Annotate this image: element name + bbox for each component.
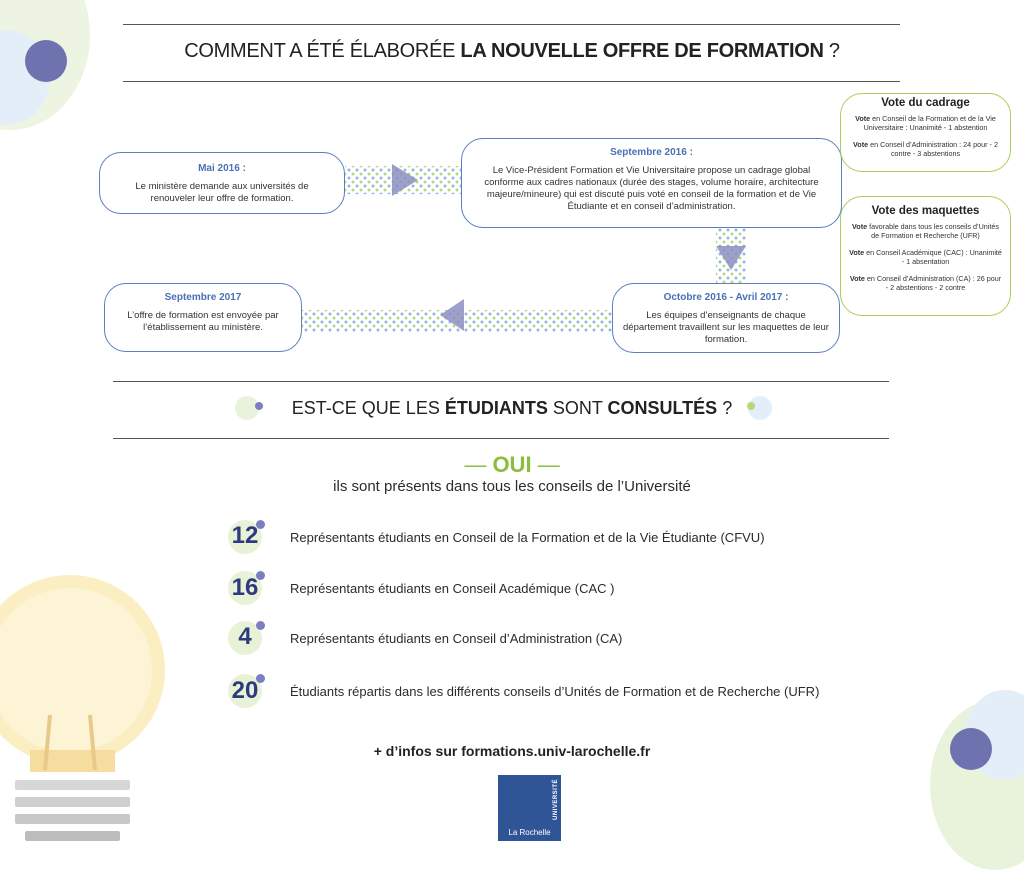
arrow-right-icon [392,164,418,201]
lightbulb-icon [0,575,185,855]
stat-label: Représentants étudiants en Conseil d’Administration (CA) [290,631,623,646]
page-title: COMMENT A ÉTÉ ÉLABORÉE LA NOUVELLE OFFRE DE FORMATION ? [184,40,840,62]
question-top-rule [113,381,889,382]
vote-cadrage-item: Vote en Conseil d’Administration : 24 pour - 2 contre - 3 abstentions [853,140,998,158]
vote-cadrage-title: Vote du cadrage [881,97,970,109]
vote-maquettes-box [840,196,1011,316]
question-bubble-right-dot [747,402,755,410]
stat-label: Représentants étudiants en Conseil de la Formation et de la Vie Étudiante (CFVU) [290,530,765,545]
step-septembre-2017 [104,283,302,352]
university-logo [498,775,561,841]
step-text: Les équipes d’enseignants de chaque département travaillent sur les maquettes de leur formation. [623,310,829,345]
vote-cadrage-box [840,93,1011,172]
stat-label: Représentants étudiants en Conseil Académique (CAC ) [290,581,615,596]
answer-subtitle: ils sont présents dans tous les conseils de l’Université [333,478,691,495]
logo-vertical-text: UNIVERSITÉ [553,779,559,821]
logo-name: La Rochelle [508,828,551,837]
step-title: Septembre 2016 : [610,147,693,158]
question-bottom-rule [113,438,889,439]
stat-number: 12 [231,522,259,549]
vote-maquettes-item: Vote favorable dans tous les conseils d’Unités de Formation et Recherche (UFR) [852,222,999,240]
vote-maquettes-item: Vote en Conseil Académique (CAC) : Unanimité - 1 absentation [849,248,1002,266]
step-text: L’offre de formation est envoyée par l’établissement au ministère. [127,310,279,333]
stat-number: 20 [231,677,259,704]
step-text: Le Vice-Président Formation et Vie Universitaire propose un cadrage global conforme aux cadres nationaux (durée des stages, volume horaire, architecture majeure/mineure) qui est discuté puis voté en conseil de la formation et de Vie Étudiante et en conseil d’administration. [484,165,819,212]
step-septembre-2016 [461,138,842,228]
title-top-rule [123,24,900,25]
vote-maquettes-title: Vote des maquettes [871,205,980,217]
stat-number: 16 [231,574,259,601]
arrow-down-icon [716,246,746,275]
arrow-left-icon [440,299,464,336]
step-mai-2016 [99,152,345,214]
step-octobre-2016-avril-2017 [612,283,840,353]
more-info-text: + d’infos sur formations.univ-larochelle.fr [373,743,651,759]
title-bottom-rule [123,81,900,82]
step-title: Octobre 2016 - Avril 2017 : [663,292,789,303]
step-text: Le ministère demande aux universités de renouveler leur offre de formation. [135,181,309,204]
question-title: EST-CE QUE LES ÉTUDIANTS SONT CONSULTÉS ? [291,398,733,418]
answer-oui: — OUI — [464,452,560,477]
step-title: Septembre 2017 [164,292,242,303]
vote-cadrage-item: Vote en Conseil de la Formation et de la Vie Universitaire : Unanimité - 1 abstention [855,114,996,132]
step-title: Mai 2016 : [198,163,246,174]
stat-label: Étudiants répartis dans les différents conseils d’Unités de Formation et de Recherche (UFR) [290,684,820,699]
vote-maquettes-item: Vote en Conseil d’Administration (CA) : 26 pour - 2 abstentions - 2 contre [849,274,1002,292]
stat-number: 4 [238,623,252,650]
